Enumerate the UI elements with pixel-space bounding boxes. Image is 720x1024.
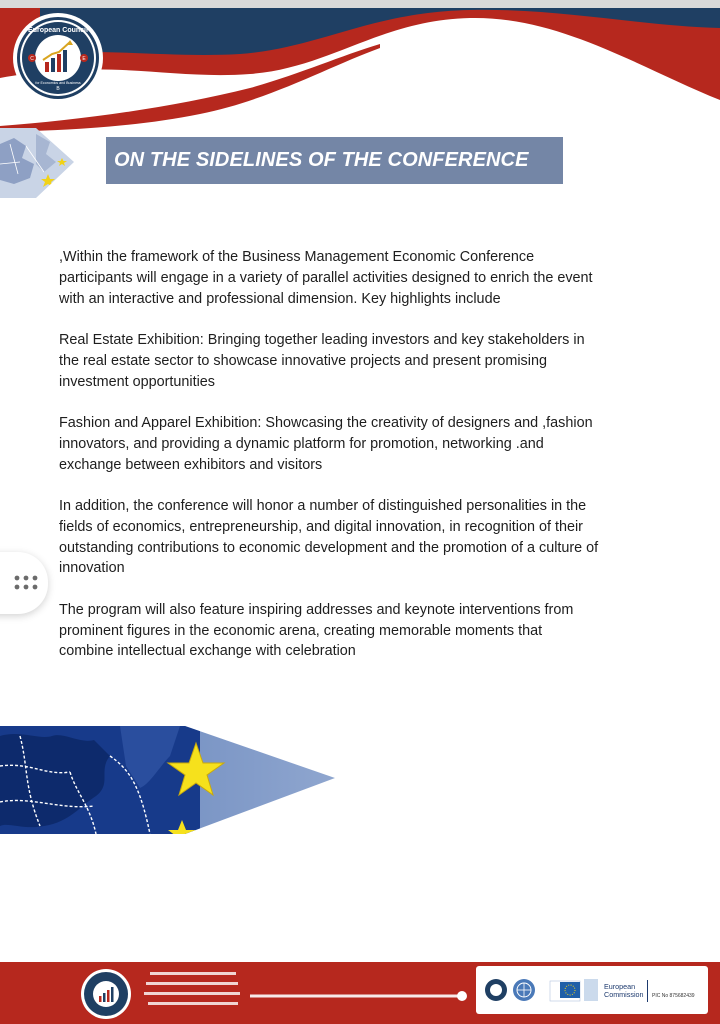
section-title-banner bbox=[106, 137, 563, 184]
council-logo bbox=[12, 12, 104, 104]
footer-stripe-decoration bbox=[140, 970, 250, 1014]
logo-title-text: European Council bbox=[28, 27, 88, 34]
european-commission-label bbox=[604, 983, 644, 999]
paragraph-real-estate: Real Estate Exhibition: Bringing together leading investors and key stakeholders in the real estate sector to showcase innovative projects and present promising investment opportunities bbox=[59, 331, 585, 390]
logo-letter-b: B bbox=[56, 86, 60, 92]
ec-line-2: Commission bbox=[604, 990, 644, 999]
section-title: ON THE SIDELINES OF THE CONFERENCE bbox=[114, 149, 529, 171]
paragraph-program: The program will also feature inspiring addresses and keynote interventions from prominent figures in the economic arena, creating memorable moments that combine intellectual exchange with celebration bbox=[59, 601, 574, 660]
footer-divider bbox=[647, 980, 648, 1002]
drag-handle-icon[interactable] bbox=[12, 573, 42, 593]
partner-logos-icon bbox=[484, 975, 600, 1005]
article-body bbox=[59, 247, 599, 683]
paragraph-honors: In addition, the conference will honor a number of distinguished personalities in the fields of economics, entrepreneurship, and digital innovation, in recognition of their outstanding contributions to economic development and the promotion of a culture of innovation bbox=[59, 497, 599, 577]
europe-map-arrow-small bbox=[0, 124, 76, 200]
footer-progress-line bbox=[250, 990, 470, 1002]
top-border-strip bbox=[0, 0, 720, 8]
council-logo-small bbox=[80, 968, 132, 1020]
paragraph-intro: ,Within the framework of the Business Management Economic Conference participants will engage in a variety of parallel activities designed to enrich the event with an interactive and professional dimension. Key highlights include bbox=[59, 249, 593, 307]
europe-map-arrow-large bbox=[0, 726, 335, 834]
logo-letter-e: E bbox=[82, 56, 86, 62]
paragraph-fashion: Fashion and Apparel Exhibition: Showcasing the creativity of designers and ,fashion innovators, and providing a dynamic platform for promotion, networking .and exchange between exhibitors and visitors bbox=[59, 414, 593, 473]
logo-letter-c: C bbox=[30, 56, 34, 62]
logo-subtitle-text: for Economics and Business bbox=[35, 81, 81, 85]
ec-line-1: European bbox=[604, 982, 636, 991]
header-wave-decoration bbox=[0, 8, 720, 132]
pic-number: PIC No 875682439 bbox=[652, 993, 695, 999]
